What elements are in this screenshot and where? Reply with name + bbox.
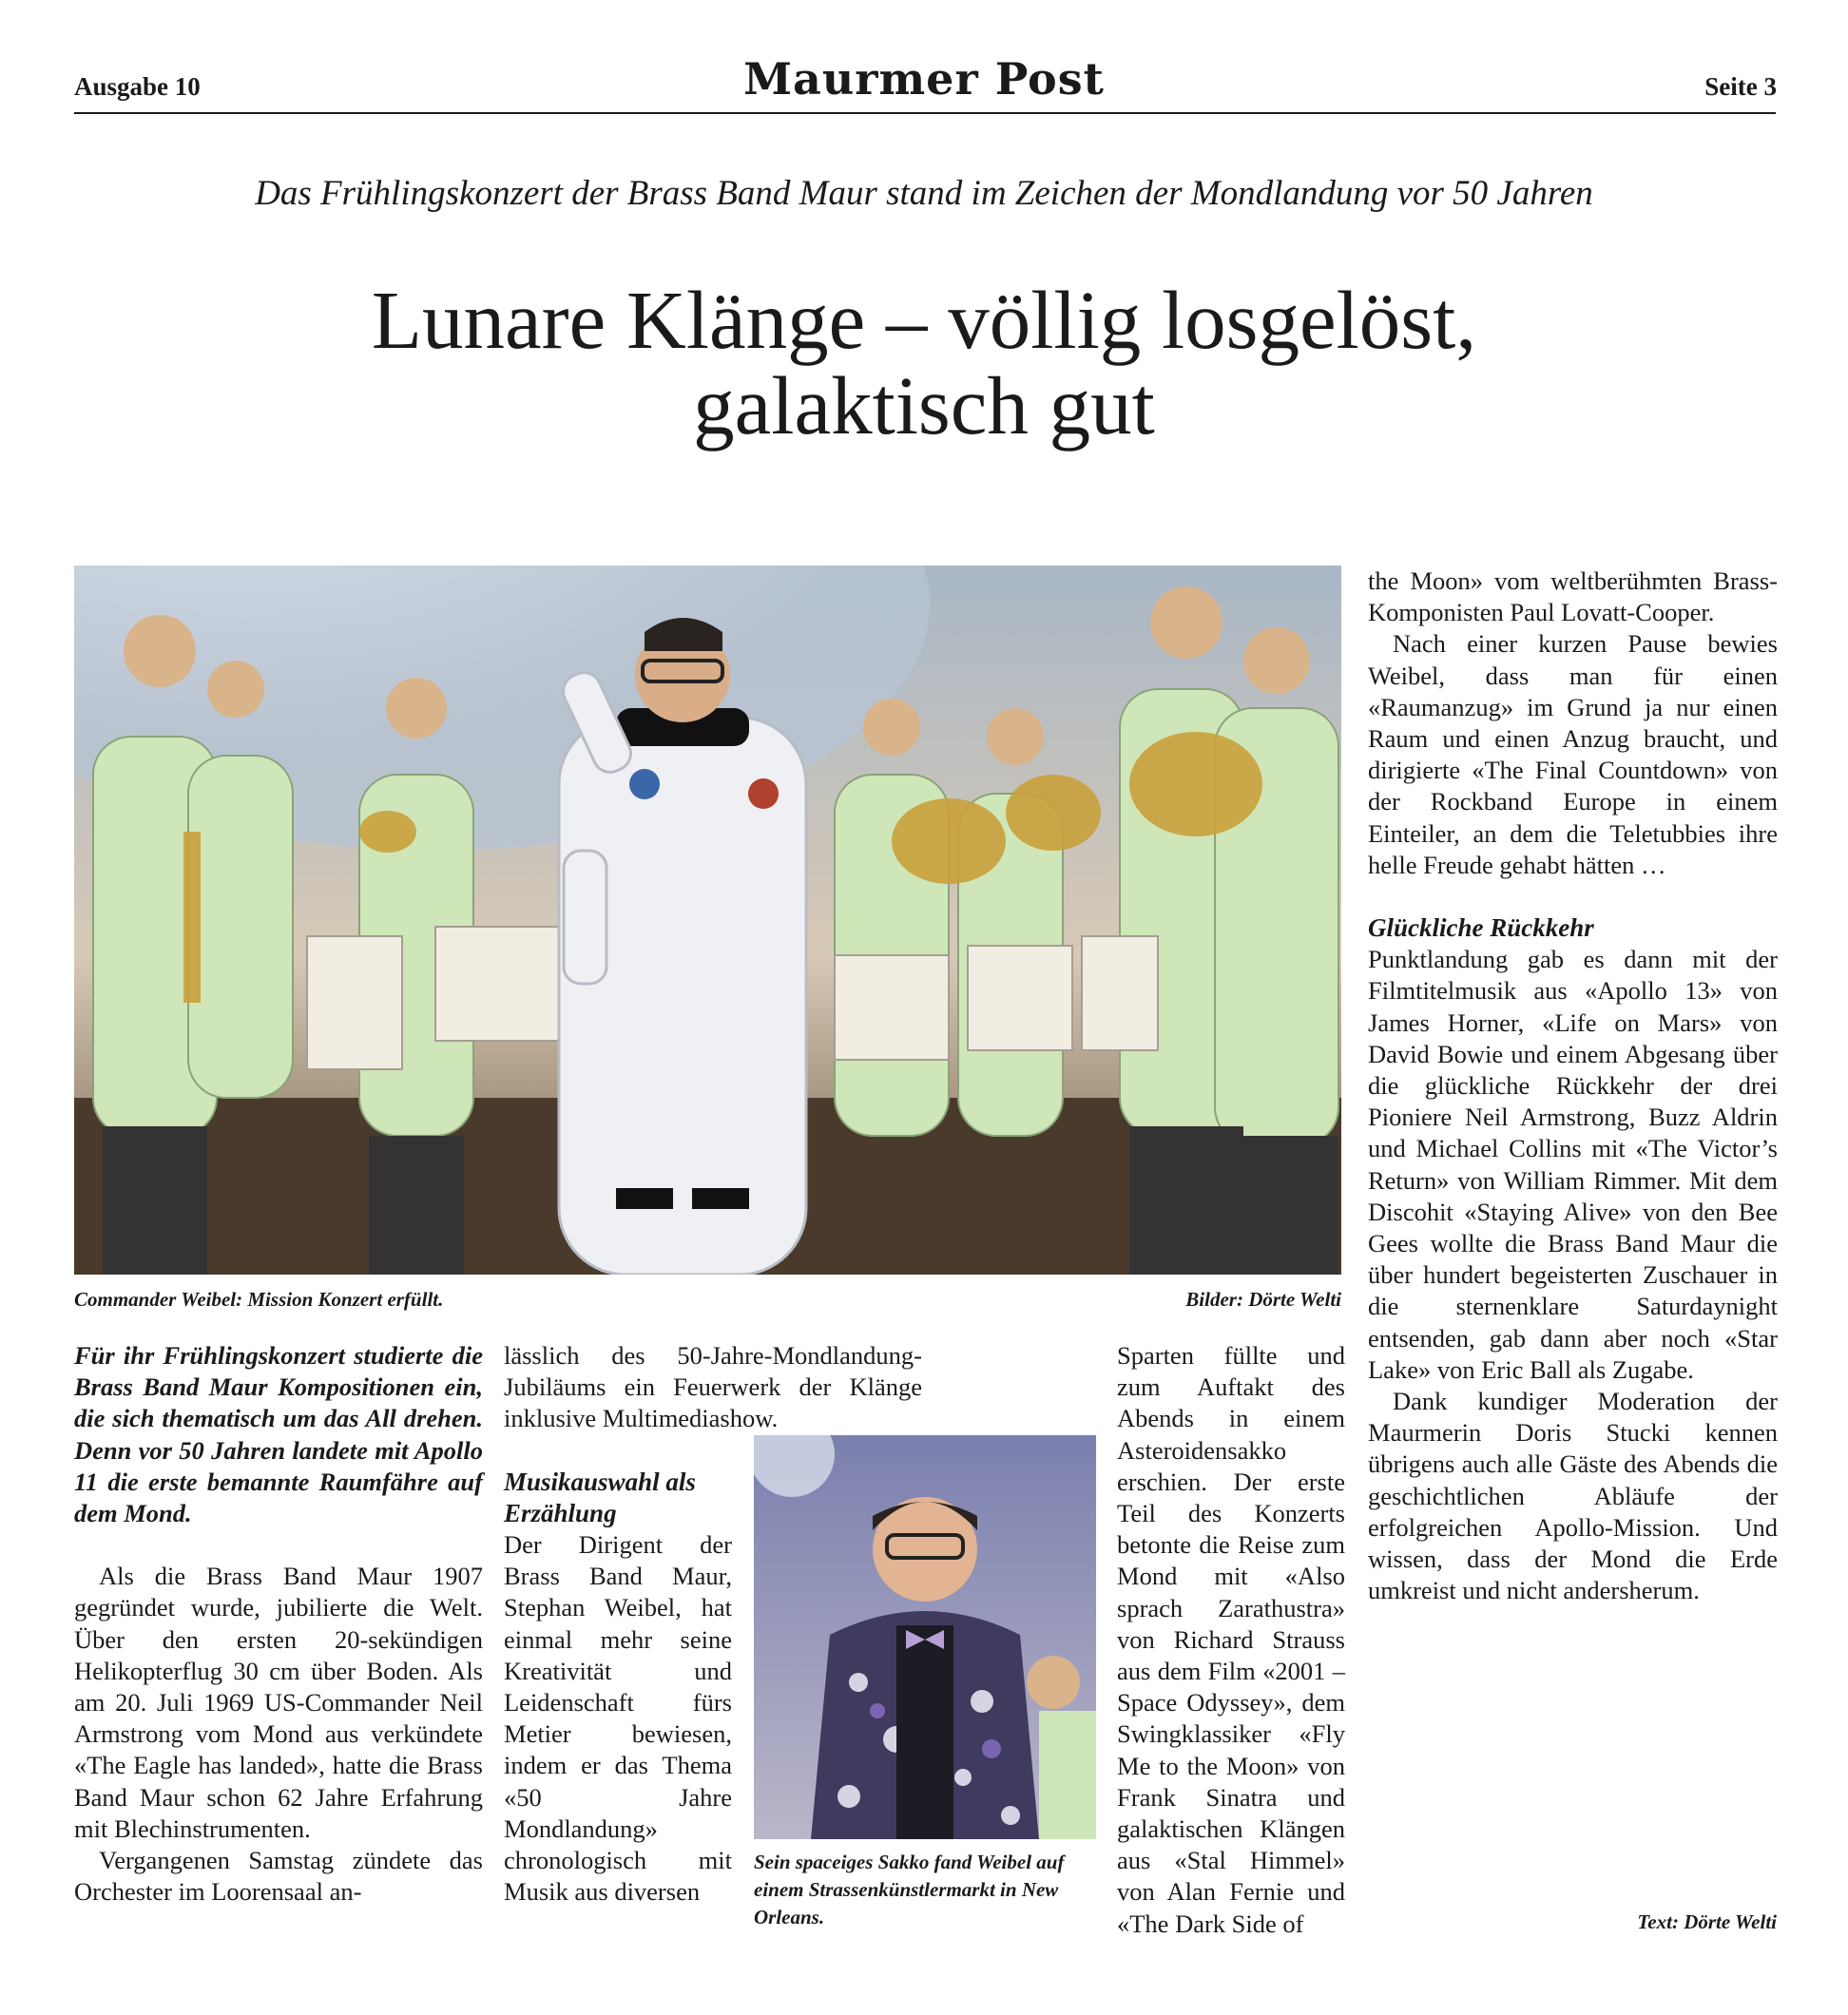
subheading-rueckkehr: Glückliche Rückkehr xyxy=(1368,913,1594,943)
second-photo-caption: Sein spaceiges Sakko fand Weibel auf einem Strassenkünstlermarkt in New Orleans. xyxy=(754,1851,1065,1929)
page-number: Seite 3 xyxy=(1704,72,1777,101)
text-credit: Text: Dörte Welti xyxy=(1637,1910,1777,1933)
column-4 xyxy=(1368,566,1778,1607)
headline-line-2: galaktisch gut xyxy=(693,359,1155,451)
second-photo-illustration xyxy=(754,1435,1096,1839)
article-headline xyxy=(0,274,1848,451)
newspaper-logo: Maurmer Post xyxy=(743,53,1105,105)
main-photo-caption: Commander Weibel: Mission Konzert erfüllt. xyxy=(74,1288,444,1311)
main-photo-illustration xyxy=(74,566,1341,1275)
body-paragraph: the Moon» vom weltberühmten Brass-Komponisten Paul Lovatt-Cooper. xyxy=(1368,566,1778,627)
body-paragraph: Sparten füllte und zum Auftakt des Abends in einem Asteroidensakko erschien. Der erste Teil des Konzerts betonte die Reise zum Mond mit «Also sprach Zarathustra» von Richard Strauss aus dem Film «2001 – Space Odyssey», dem Swingklassiker «Fly Me to the Moon» von Frank Sinatra und galaktischen Klängen aus «Stal Himmel» von Alan Fernie und «The Dark Side of xyxy=(1117,1341,1345,1938)
photo-credit: Bilder: Dörte Welti xyxy=(1185,1288,1341,1311)
main-photo xyxy=(74,566,1341,1275)
article-kicker: Das Frühlingskonzert der Brass Band Maur stand im Zeichen der Mondlandung vor 50 Jahren xyxy=(255,174,1593,213)
second-photo xyxy=(754,1435,1096,1839)
issue-number: Ausgabe 10 xyxy=(74,72,201,101)
body-paragraph: Als die Brass Band Maur 1907 gegründet wurde, jubilierte die Welt. Über den ersten 20-sekündigen Helikopterflug 30 cm über Boden. Als am 20. Juli 1969 US-Commander Neil Armstrong vom Mond aus verkündete «The Eagle has landed», hatte die Brass Band Maur schon 62 Jahre Erfahrung mit Blechinstrumenten. xyxy=(74,1562,483,1843)
body-paragraph: Dank kundiger Moderation der Maurmerin Doris Stucki kennen übrigens auch alle Gäste des Abends die geschichtlichen Abläufe der erfolgreichen Apollo-Mission. Und wissen, dass der Mond die Erde umkreist und nicht andersherum. xyxy=(1368,1387,1778,1605)
body-paragraph: Punktlandung gab es dann mit der Filmtitelmusik aus «Apollo 13» von James Horner, «Life on Mars» von David Bowie und einem Abgesang über die glückliche Rückkehr der drei Pioniere Neil Armstrong, Buzz Aldrin und Michael Collins mit «The Victor’s Return» von William Rimmer. Mit dem Discohit «Staying Alive» von den Bee Gees wollte die Brass Band Maur die über hundert begeisterten Zuschauer in die sternenklare Saturdaynight entsenden, gab dann aber noch «Star Lake» von Eric Ball als Zugabe. xyxy=(1368,945,1778,1384)
column-1 xyxy=(74,1340,483,1908)
article-lead: Für ihr Frühlingskonzert studierte die Brass Band Maur Kompositionen ein, die sich thematisch um das All drehen. Denn vor 50 Jahren landete mit Apollo 11 die erste bemannte Raumfähre auf dem Mond. xyxy=(74,1341,483,1528)
body-paragraph: Der Dirigent der Brass Band Maur, Stephan Weibel, hat einmal mehr seine Kreativität und Leidenschaft fürs Metier bewiesen, indem er das Thema «50 Jahre Mondlandung» chronologisch mit Musik aus diversen xyxy=(504,1530,732,1907)
body-paragraph: Nach einer kurzen Pause bewies Weibel, dass man für einen «Raumanzug» im Grund ja nur einen Raum und einen Anzug braucht, und dirigierte «The Final Countdown» von der Rockband Europe in einem Einteiler, an dem die Teletubbies ihre helle Freude gehabt hätten … xyxy=(1368,629,1778,879)
subheading-musikauswahl: Musikauswahl als Erzählung xyxy=(504,1467,696,1527)
masthead-rule xyxy=(74,112,1776,114)
headline-line-1: Lunare Klänge – völlig losgelöst, xyxy=(371,274,1477,366)
body-paragraph: lässlich des 50-Jahre-Mondlandung-Jubiläums ein Feuerwerk der Klänge inklusive Multimediashow. xyxy=(504,1341,922,1433)
body-paragraph: Vergangenen Samstag zündete das Orchester im Loorensaal an- xyxy=(74,1846,483,1907)
